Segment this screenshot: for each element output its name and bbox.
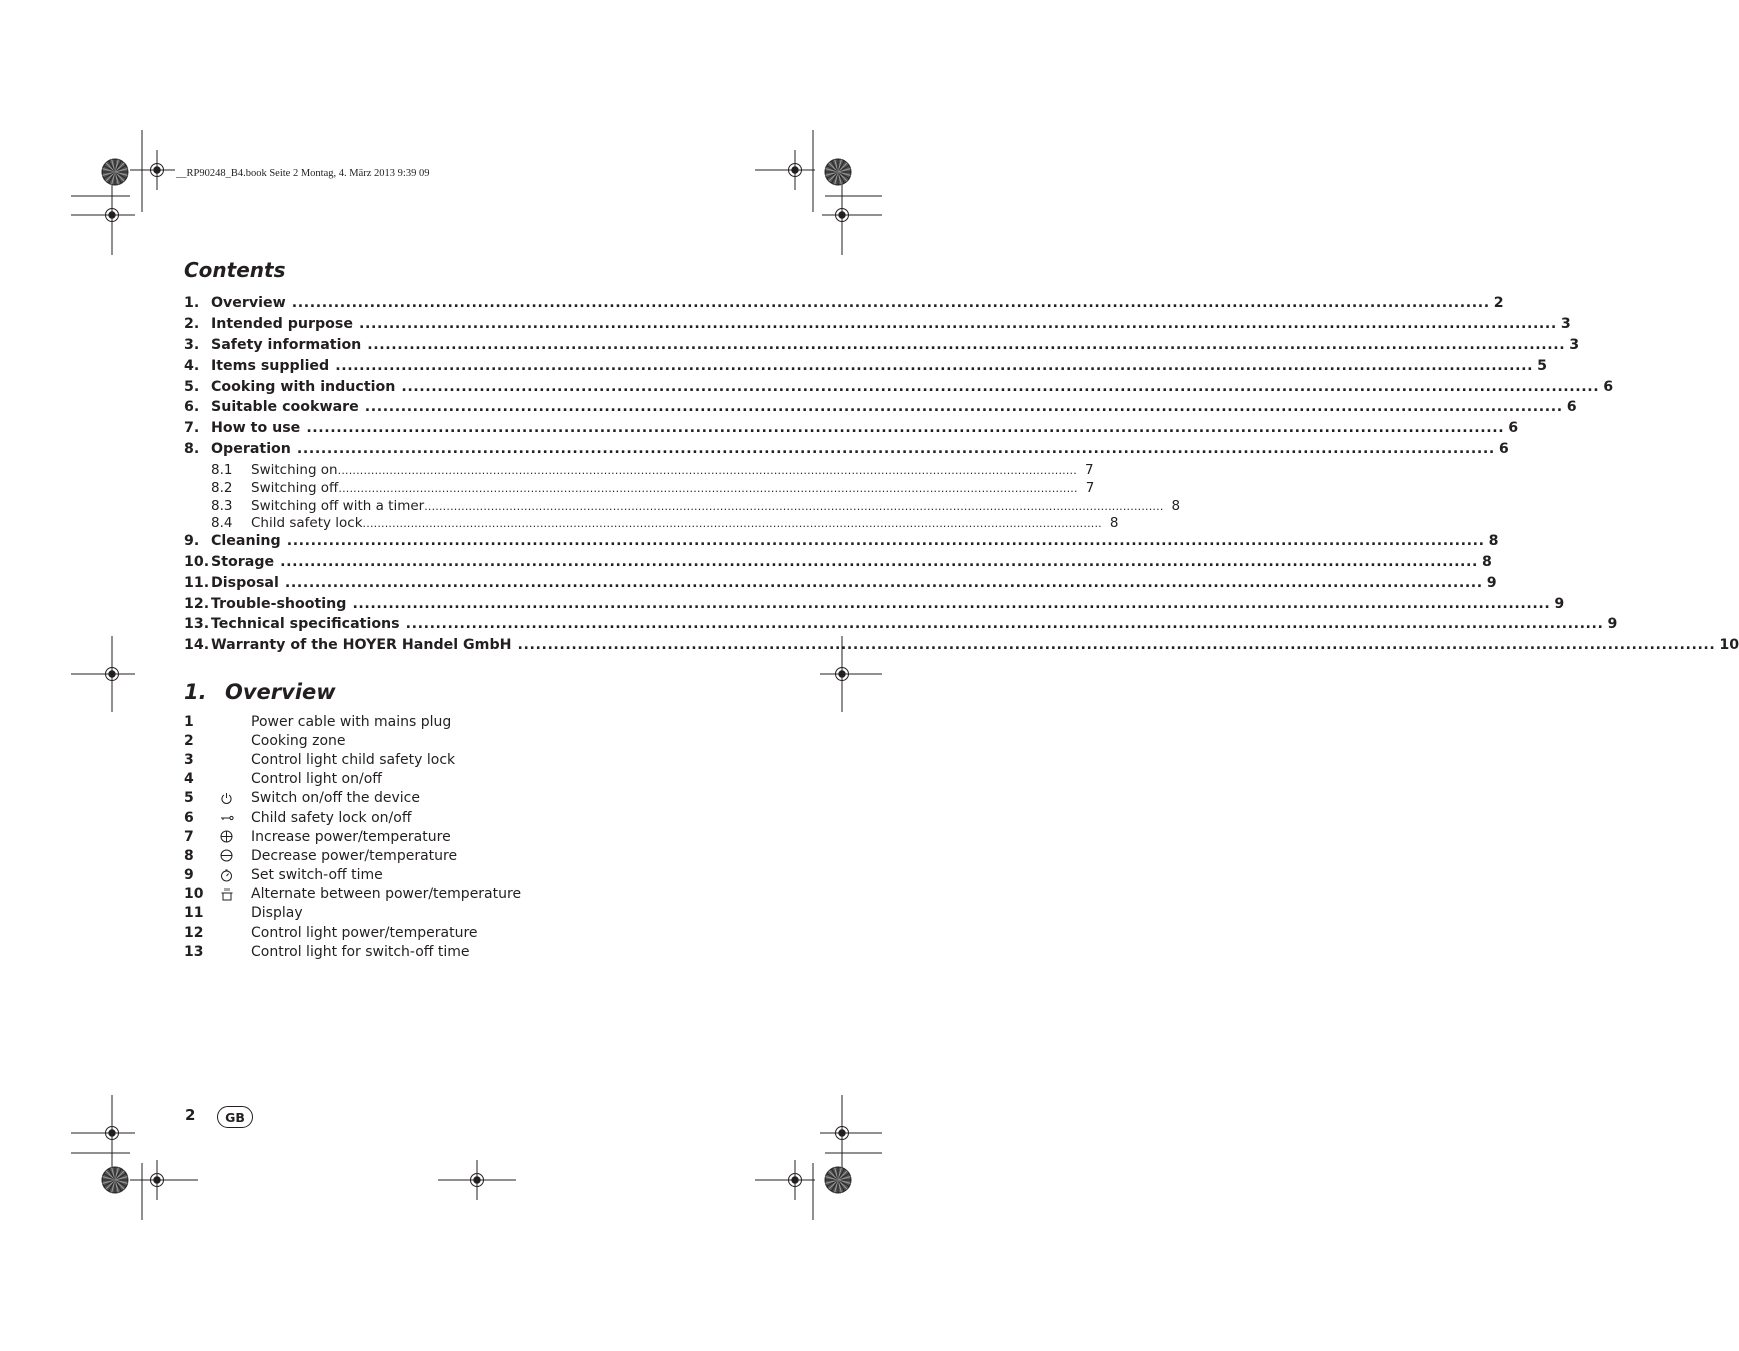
list-item [184,731,684,750]
color-wheel-icon [102,159,128,185]
list-item [184,750,684,769]
toc-entry-number: 5. [184,378,200,395]
toc-entry-title: Warranty of the HOYER Handel GmbH [211,637,512,654]
language-badge: GB [217,1106,253,1128]
part-number: 11 [184,905,204,922]
toc-entry-number: 12. [184,595,210,612]
toc-entry-title: Overview [211,295,286,311]
toc-entry-title: Operation [211,441,291,458]
list-item [184,712,684,731]
toc-entry[interactable] [184,357,1548,379]
part-number: 7 [184,828,194,845]
toc-leader: ........................................................................................................................................................................................................ [306,420,1505,437]
part-description: Switch on/off the device [251,790,420,807]
contents-heading: Contents [184,258,286,282]
part-description: Control light on/off [251,771,382,788]
plus-circle-icon [220,830,233,843]
toc-subentry-title: Switching off with a timer [251,497,425,514]
toc-entry-page: 9 [1486,574,1497,591]
toc-entry-number: 14. [184,637,210,654]
part-description: Power cable with mains plug [251,713,452,730]
part-number: 5 [184,790,194,807]
part-number: 9 [184,867,194,884]
toc-entry-page: 3 [1569,336,1580,353]
color-wheel-icon [825,159,851,185]
toc-entry-number: 6. [184,399,200,416]
toc-leader: ........................................................................................................................................................................................................ [401,378,1600,395]
toc-leader: ........................................................................................................................................................................................................ [362,517,1102,531]
part-description: Child safety lock on/off [251,809,412,826]
list-item [184,846,684,865]
toc-entry-page: 9 [1607,616,1618,633]
color-wheel-icon [825,1167,851,1193]
toc-entry-page: 5 [1537,357,1548,374]
toc-entry[interactable] [184,378,1614,400]
toc-leader: ........................................................................................................................................................................................................ [352,595,1551,612]
toc-entry-page: 8 [1482,553,1492,570]
toc-entry-number: 9. [184,532,200,549]
toc-entry-title: Technical specifications [211,616,400,633]
part-number: 8 [184,847,194,864]
toc-entry-number: 11. [184,574,210,591]
list-item [184,942,684,961]
toc-subentry[interactable] [184,462,1094,480]
list-item [184,923,684,942]
key-icon [220,813,234,823]
toc-subentry-page: 7 [1084,462,1094,479]
toc-entry-page: 6 [1566,399,1577,416]
toc-subentry-number: 8.4 [211,515,233,532]
toc-entry[interactable] [184,616,1618,637]
toc-entry[interactable] [184,336,1580,358]
part-description: Control light for switch-off time [251,943,470,960]
toc-leader: ........................................................................................................................................................................................................ [338,481,1078,495]
toc-leader: ........................................................................................................................................................................................................ [358,315,1557,332]
toc-leader: ........................................................................................................................................................................................................ [364,399,1563,416]
toc-entry-number: 3. [184,336,200,353]
list-item [184,885,684,904]
toc-entry-title: Cooking with induction [211,378,396,395]
toc-leader: ........................................................................................................................................................................................................ [424,499,1164,513]
part-number: 4 [184,771,194,788]
toc-entry-page: 10 [1719,637,1739,654]
toc-entry-page: 9 [1554,595,1565,612]
toc-leader: ........................................................................................................................................................................................................ [335,357,1534,374]
toc-subentry-page: 7 [1085,479,1095,496]
toc-entry[interactable] [184,399,1577,420]
toc-subentry-number: 8.3 [211,497,233,514]
minus-circle-icon [220,849,233,862]
color-wheel-icon [102,1167,128,1193]
toc-entry-number: 13. [184,616,210,633]
toc-entry-page: 2 [1493,295,1504,311]
list-item [184,808,684,827]
toc-entry-number: 4. [184,357,200,374]
part-number: 6 [184,809,194,826]
list-item [184,827,684,846]
part-description: Set switch-off time [251,867,383,884]
part-description: Alternate between power/temperature [251,886,522,903]
toc-subentry-page: 8 [1109,515,1119,532]
power-icon [220,792,233,805]
toc-entry-page: 8 [1488,532,1499,549]
toc-entry[interactable] [184,532,1499,554]
part-description: Display [251,905,303,922]
list-item [184,770,684,789]
toc-entry[interactable] [184,315,1571,337]
toc-entry-title: Suitable cookware [211,399,359,416]
toc-entry-title: Intended purpose [211,315,353,332]
table-of-contents [184,295,1739,658]
toc-entry[interactable] [184,637,1739,658]
list-item [184,904,684,923]
toc-entry-number: 1. [184,295,200,311]
part-number: 1 [184,713,194,730]
toc-entry-title: Trouble-shooting [211,595,347,612]
overview-heading [184,680,336,704]
toc-entry[interactable] [184,295,1504,316]
toc-leader: ........................................................................................................................................................................................................ [367,336,1566,353]
toc-subentry-number: 8.1 [211,462,233,479]
toc-leader: ........................................................................................................................................................................................................ [296,441,1495,458]
toc-entry-number: 2. [184,315,200,332]
toc-entry-number: 7. [184,420,200,437]
toc-subentry-title: Switching off [251,479,339,496]
toc-entry-title: Cleaning [211,532,281,549]
part-number: 2 [184,732,194,749]
toc-entry-title: Storage [211,553,275,570]
toc-entry[interactable] [184,595,1565,617]
toc-leader: ........................................................................................................................................................................................................ [286,532,1485,549]
toc-entry-title: Safety information [211,336,362,353]
pot-icon [221,887,233,901]
part-number: 13 [184,943,204,960]
list-item [184,789,684,808]
toc-entry-number: 8. [184,441,200,458]
toc-entry-title: Disposal [211,574,279,591]
toc-entry-title: How to use [211,420,301,437]
toc-leader: ........................................................................................................................................................................................................ [291,295,1490,311]
toc-entry[interactable] [184,574,1497,596]
overview-parts-list [184,712,684,961]
part-description: Cooking zone [251,732,346,749]
toc-leader: ........................................................................................................................................................................................................ [337,464,1077,478]
toc-entry[interactable] [184,420,1519,441]
toc-subentry-title: Child safety lock [251,515,363,532]
toc-entry[interactable] [184,553,1492,575]
part-description: Control light child safety lock [251,751,456,768]
toc-leader: ........................................................................................................................................................................................................ [284,574,1483,591]
page-number: 2 [185,1106,196,1124]
toc-subentry-page: 8 [1171,497,1181,514]
list-item [184,866,684,885]
toc-subentry[interactable] [184,497,1181,516]
timer-icon [220,869,233,882]
toc-entry-page: 6 [1498,441,1509,458]
part-description: Increase power/temperature [251,828,451,845]
toc-entry-page: 6 [1508,420,1519,437]
toc-leader: ........................................................................................................................................................................................................ [280,553,1479,570]
toc-subentry-number: 8.2 [211,479,233,496]
toc-subentry[interactable] [184,479,1095,498]
file-info-header: __RP90248_B4.book Seite 2 Montag, 4. März 2013 9:39 09 [176,168,430,179]
part-description: Control light power/temperature [251,924,478,941]
part-description: Decrease power/temperature [251,847,458,864]
toc-leader: ........................................................................................................................................................................................................ [517,637,1716,654]
toc-subentry-title: Switching on [251,462,338,479]
part-number: 12 [184,924,204,941]
toc-leader: ........................................................................................................................................................................................................ [405,616,1604,633]
part-number: 3 [184,751,194,768]
overview-heading-number: 1. [184,680,207,704]
toc-entry-title: Items supplied [211,357,330,374]
toc-entry-page: 3 [1560,315,1571,332]
toc-entry-number: 10. [184,553,210,570]
toc-entry-page: 6 [1603,378,1614,395]
toc-entry[interactable] [184,441,1509,462]
toc-subentry[interactable] [184,515,1119,533]
overview-heading-title: Overview [225,680,336,704]
part-number: 10 [184,886,204,903]
